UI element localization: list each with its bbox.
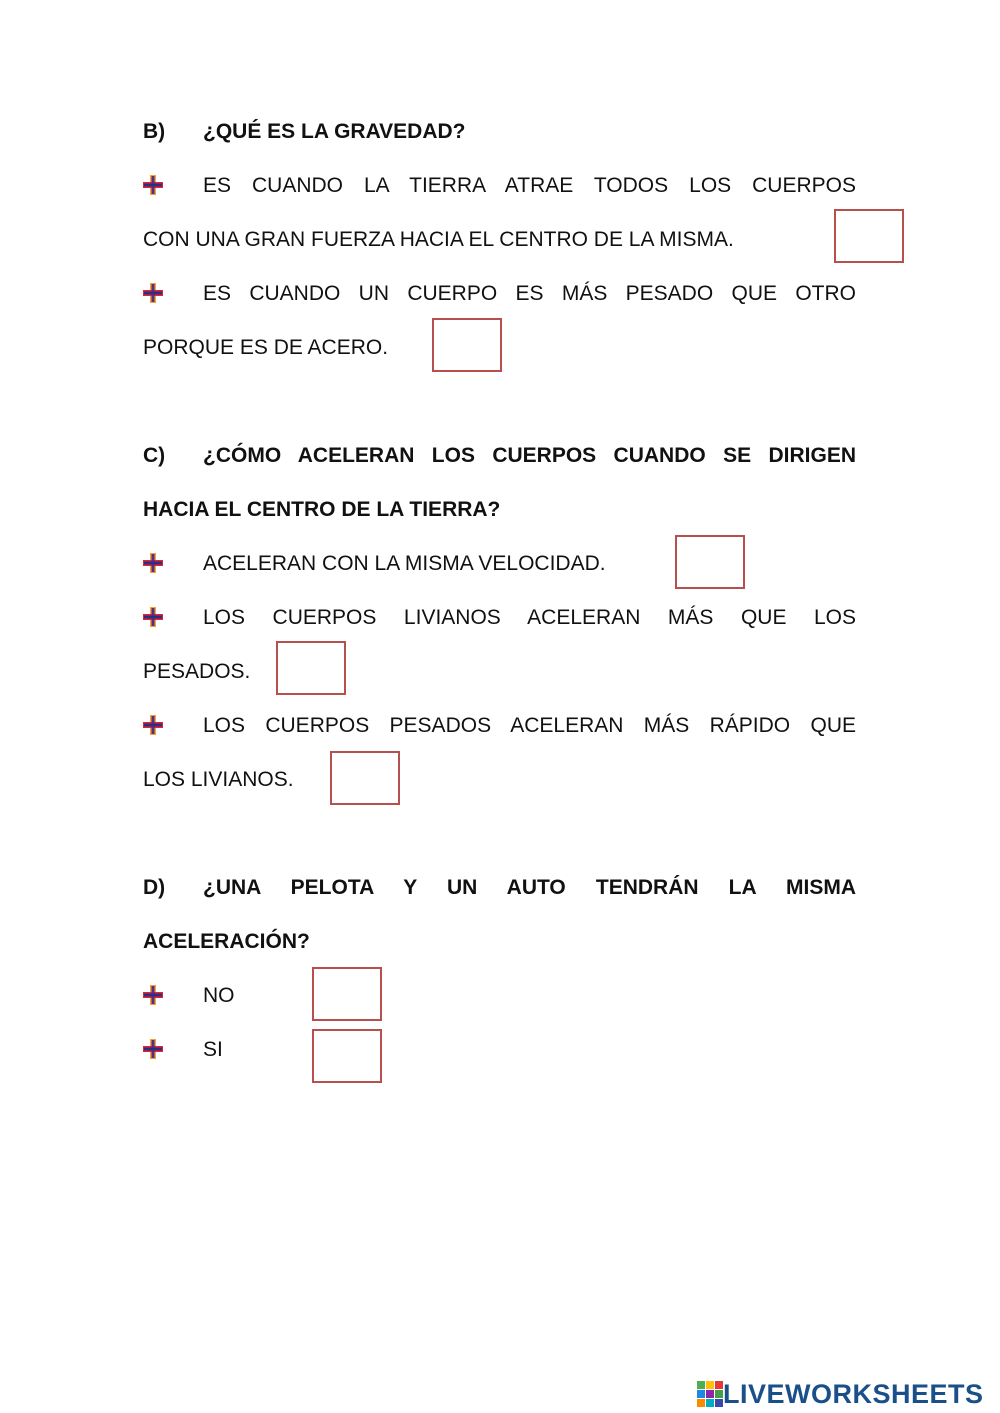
option-text: NO	[203, 984, 235, 1007]
answer-box-c1[interactable]	[675, 535, 745, 589]
liveworksheets-logo-icon	[697, 1381, 723, 1407]
answer-box-d1[interactable]	[312, 967, 382, 1021]
bullet-icon	[143, 553, 163, 573]
question-c-title: HACIA EL CENTRO DE LA TIERRA?	[143, 498, 501, 521]
answer-box-b2[interactable]	[432, 318, 502, 372]
question-b-label: B)	[143, 120, 166, 143]
option-text: CON UNA GRAN FUERZA HACIA EL CENTRO DE LA MISMA.	[143, 228, 734, 251]
option-text: SI	[203, 1038, 223, 1061]
option-text: PESADOS.	[143, 660, 251, 683]
option-text: ES CUANDO LA TIERRA ATRAE TODOS LOS CUERPOS	[203, 174, 856, 197]
bullet-icon	[143, 985, 163, 1005]
option-text: ACELERAN CON LA MISMA VELOCIDAD.	[203, 552, 606, 575]
option-text: ES CUANDO UN CUERPO ES MÁS PESADO QUE OTRO	[203, 282, 856, 305]
answer-box-d2[interactable]	[312, 1029, 382, 1083]
logo-text: LIVEWORKSHEETS	[723, 1378, 984, 1409]
question-d-label: D)	[143, 876, 166, 899]
answer-box-c2[interactable]	[276, 641, 346, 695]
bullet-icon	[143, 1039, 163, 1059]
answer-box-b1[interactable]	[834, 209, 904, 263]
option-text: PORQUE ES DE ACERO.	[143, 336, 389, 359]
liveworksheets-logo	[697, 1378, 984, 1410]
option-text: LOS CUERPOS LIVIANOS ACELERAN MÁS QUE LOS	[203, 606, 856, 629]
question-d-title: ACELERACIÓN?	[143, 930, 310, 953]
question-d-title: ¿UNA PELOTA Y UN AUTO TENDRÁN LA MISMA	[203, 876, 856, 899]
question-b-title: ¿QUÉ ES LA GRAVEDAD?	[203, 120, 466, 143]
answer-box-c3[interactable]	[330, 751, 400, 805]
question-c-title: ¿CÓMO ACELERAN LOS CUERPOS CUANDO SE DIRIGEN	[203, 444, 856, 467]
question-c-label: C)	[143, 444, 166, 467]
option-text: LOS LIVIANOS.	[143, 768, 294, 791]
option-text: LOS CUERPOS PESADOS ACELERAN MÁS RÁPIDO QUE	[203, 714, 856, 737]
